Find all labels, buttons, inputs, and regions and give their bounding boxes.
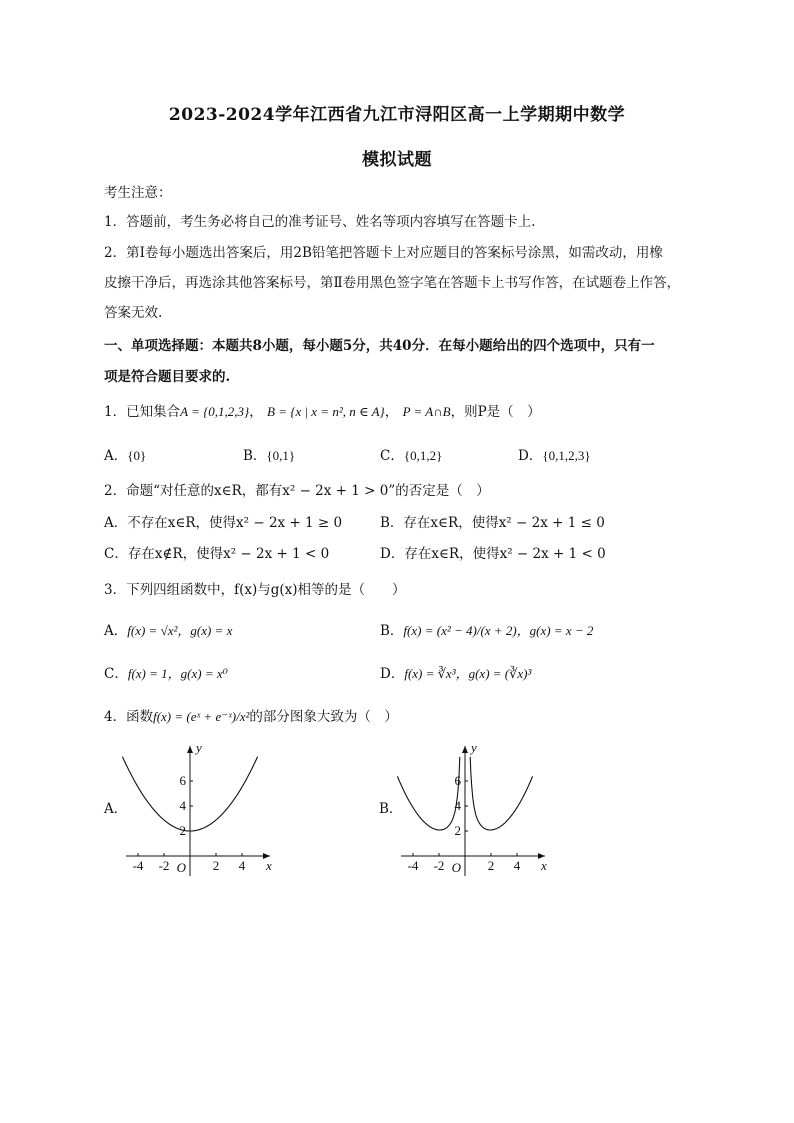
- question-3-stem: 3．下列四组函数中，f(x)与g(x)相等的是（ ）: [104, 582, 406, 598]
- curve-b-right: [470, 757, 532, 830]
- q1-set-b: B = {x | x = n², n ∈ A}: [267, 404, 385, 419]
- exam-title-line1: 2023-2024学年江西省九江市浔阳区高一上学期期中数学: [168, 105, 626, 125]
- origin-label: O: [176, 860, 186, 875]
- option-text: f(x) = √x²，g(x) = x: [127, 623, 233, 638]
- x-axis-label: x: [266, 858, 272, 873]
- option-label: B．: [380, 515, 404, 531]
- option-text: {0,1,2,3}: [542, 448, 591, 463]
- option-label: D．: [518, 448, 543, 464]
- y-tick-label: 4: [454, 798, 461, 813]
- notice-heading: 考生注意：: [104, 185, 172, 201]
- y-axis-label: y: [471, 740, 477, 755]
- x-tick-label: -4: [132, 858, 144, 873]
- option-text: 存在x∈R，使得x² − 2x + 1 ≤ 0: [403, 515, 605, 531]
- y-tick-label: 6: [179, 773, 186, 788]
- option-label: D．: [380, 666, 405, 682]
- x-tick-label: -2: [433, 858, 445, 873]
- x-tick-label: -2: [158, 858, 170, 873]
- q1-option-b[interactable]: [243, 446, 295, 466]
- y-tick-label: 2: [179, 823, 186, 838]
- q1-option-c[interactable]: [380, 446, 442, 466]
- option-label: B．: [380, 623, 404, 639]
- option-text: 存在x∉R，使得x² − 2x + 1 < 0: [127, 546, 330, 562]
- notice-item-2-line3: 答案无效.: [104, 305, 163, 321]
- x-tick-label: 2: [487, 858, 495, 873]
- x-tick-label: 2: [212, 858, 220, 873]
- q4-option-b-label[interactable]: B．: [379, 801, 403, 817]
- option-label: A．: [104, 515, 128, 531]
- option-label: D．: [380, 546, 405, 562]
- option-text: 不存在x∈R，使得x² − 2x + 1 ≥ 0: [127, 515, 343, 531]
- q1-suffix: ，则P是（ ）: [450, 404, 541, 420]
- y-axis-label: y: [196, 740, 202, 755]
- option-text: {0,1,2}: [403, 448, 443, 463]
- q4-graph-a[interactable]: [120, 740, 280, 880]
- option-label: C．: [380, 448, 404, 464]
- q4-prefix: 4．函数: [104, 709, 154, 725]
- notice-item-2-line2: 皮擦干净后，再选涂其他答案标号，第Ⅱ卷用黑色签字笔在答题卡上书写作答，在试题卷上作答，: [104, 275, 681, 291]
- y-axis-arrow: [187, 746, 193, 753]
- x-tick-label: -4: [407, 858, 419, 873]
- question-2-stem: 2．命题“对任意的x∈R，都有x² − 2x + 1 > 0”的否定是（ ）: [104, 483, 490, 499]
- x-tick-label: 4: [513, 858, 521, 873]
- q3-option-a[interactable]: [104, 621, 232, 641]
- option-label: C．: [104, 666, 128, 682]
- x-axis-label: x: [541, 858, 547, 873]
- q2-option-d[interactable]: [380, 544, 606, 564]
- q2-option-c[interactable]: [104, 544, 329, 564]
- q1-option-d[interactable]: [518, 446, 591, 466]
- q1-set-p: P = A∩B: [402, 404, 451, 419]
- question-4-stem: [104, 707, 704, 727]
- y-tick-label: 4: [179, 798, 186, 813]
- section-1-line1: 一、单项选择题：本题共8小题，每小题5分，共40分．在每小题给出的四个选项中，只有一: [104, 338, 655, 354]
- q4-function: f(x) = (eˣ + e⁻ˣ)/x²: [153, 709, 250, 724]
- x-tick-label: 4: [238, 858, 246, 873]
- curve-b-left: [397, 757, 459, 830]
- question-1-stem: 1．已知集合A = {0,1,2,3}， B = {x | x = n², n ∈ A}， P = A∩B，则P是（ ）: [104, 404, 541, 420]
- q1-set-a: A = {0,1,2,3}: [180, 404, 250, 419]
- section-1-line2: 项是符合题目要求的.: [104, 369, 231, 385]
- option-text: 存在x∈R，使得x² − 2x + 1 < 0: [404, 546, 606, 562]
- option-text: f(x) = ∛x³，g(x) = (∛x)³: [404, 666, 532, 681]
- y-axis-arrow: [462, 746, 468, 753]
- q2-option-b[interactable]: [380, 513, 605, 533]
- origin-label: O: [451, 860, 461, 875]
- q1-prefix: 1．已知集合: [104, 404, 181, 420]
- option-label: C．: [104, 546, 128, 562]
- y-tick-label: 2: [454, 823, 461, 838]
- exam-title-line2: 模拟试题: [362, 150, 432, 170]
- q2-option-a[interactable]: [104, 513, 342, 533]
- q1-option-a[interactable]: [104, 446, 146, 466]
- option-label: A．: [104, 623, 128, 639]
- q4-graph-b[interactable]: [395, 740, 555, 880]
- notice-item-1: 1．答题前，考生务必将自己的准考证号、姓名等项内容填写在答题卡上.: [104, 214, 536, 230]
- option-text: {0}: [127, 448, 147, 463]
- option-label: A．: [104, 448, 128, 464]
- q4-suffix: 的部分图象大致为（ ）: [249, 709, 398, 725]
- q3-option-b[interactable]: [380, 621, 593, 641]
- option-text: f(x) = (x² − 4)/(x + 2)，g(x) = x − 2: [403, 623, 594, 638]
- option-text: {0,1}: [266, 448, 296, 463]
- q3-option-c[interactable]: [104, 664, 228, 684]
- y-tick-label: 6: [454, 773, 461, 788]
- notice-item-2-line1: 2．第Ⅰ卷每小题选出答案后，用2B铅笔把答题卡上对应题目的答案标号涂黑，如需改动，用橡: [104, 245, 663, 261]
- q3-option-d[interactable]: [380, 664, 531, 684]
- option-text: f(x) = 1，g(x) = x⁰: [127, 666, 228, 681]
- option-label: B．: [243, 448, 267, 464]
- q4-option-a-label[interactable]: A．: [104, 801, 128, 817]
